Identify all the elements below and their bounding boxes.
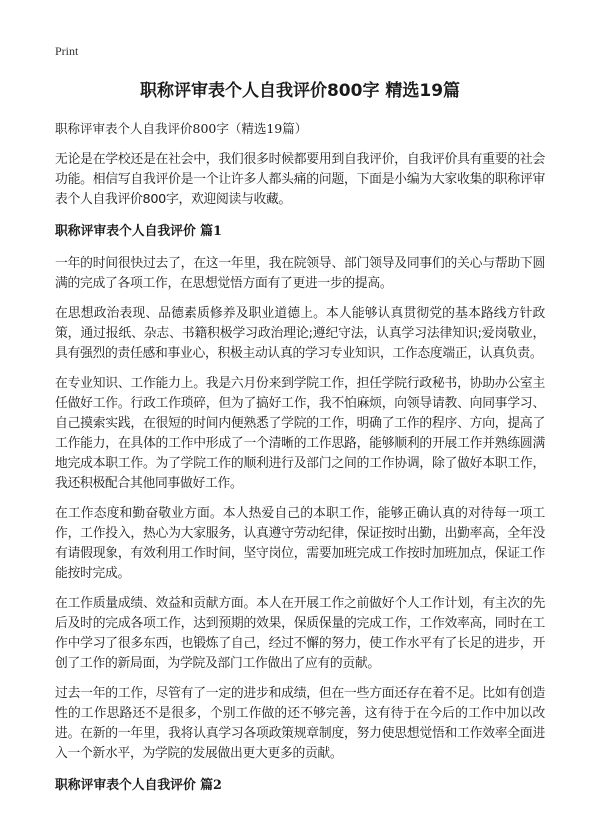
paragraph: 一年的时间很快过去了，在这一年里，我在院领导、部门领导及同事们的关心与帮助下圆满的完成了各项工作，在思想觉悟方面有了更进一步的提高。 xyxy=(55,256,545,291)
section-heading-2: 职称评审表个人自我评价 篇2 xyxy=(55,778,222,793)
paragraph: 在工作质量成绩、效益和贡献方面。本人在开展工作之前做好个人工作计划，有主次的先后及时的完成各项工作，达到预期的效果，保质保量的完成工作，工作效率高，同时在工作中学习了很多东西，也锻炼了自己，经过不懈的努力，使工作水平有了长足的进步，开创了工作的新局面，为学院及部门工作做出了应有的贡献。 xyxy=(55,596,545,671)
paragraph: 在工作态度和勤奋敬业方面。本人热爱自己的本职工作，能够正确认真的对待每一项工作，工作投入，热心为大家服务，认真遵守劳动纪律，保证按时出勤，出勤率高，全年没有请假现象，有效利用工作时间，坚守岗位，需要加班完成工作按时加班加点，保证工作能按时完成。 xyxy=(55,506,545,581)
paragraph: 过去一年的工作，尽管有了一定的进步和成绩，但在一些方面还存在着不足。比如有创造性的工作思路还不是很多，个别工作做的还不够完善，这有待于在今后的工作中加以改进。在新的一年里，我将认真学习各项政策规章制度，努力使思想觉悟和工作效率全面进入一个新水平，为学院的发展做出更大更多的贡献。 xyxy=(55,686,545,761)
document-body xyxy=(55,150,545,808)
print-label: Print xyxy=(55,44,79,58)
document-title: 职称评审表个人自我评价800字 精选19篇 xyxy=(139,81,461,101)
section-heading-1: 职称评审表个人自我评价 篇1 xyxy=(55,224,222,239)
intro-paragraph: 无论是在学校还是在社会中，我们很多时候都要用到自我评价，自我评价具有重要的社会功能。相信写自我评价是一个让许多人都头痛的问题，下面是小编为大家收集的职称评审表个人自我评价800字，欢迎阅读与收藏。 xyxy=(55,152,545,207)
paragraph: 在专业知识、工作能力上。我是六月份来到学院工作，担任学院行政秘书，协助办公室主任做好工作。行政工作琐碎，但为了搞好工作，我不怕麻烦，向领导请教、向同事学习、自己摸索实践，在很短的时间内便熟悉了学院的工作，明确了工作的程序、方向，提高了工作能力，在具体的工作中形成了一个清晰的工作思路，能够顺利的开展工作并熟练圆满地完成本职工作。为了学院工作的顺利进行及部门之间的工作协调，除了做好本职工作，我还积极配合其他同事做好工作。 xyxy=(55,376,545,491)
paragraph: 在思想政治表现、品德素质修养及职业道德上。本人能够认真贯彻党的基本路线方针政策，通过报纸、杂志、书籍积极学习政治理论;遵纪守法，认真学习法律知识;爱岗敬业，具有强烈的责任感和事业心，积极主动认真的学习专业知识，工作态度端正，认真负责。 xyxy=(55,306,545,361)
document-subtitle: 职称评审表个人自我评价800字（精选19篇） xyxy=(55,121,308,136)
